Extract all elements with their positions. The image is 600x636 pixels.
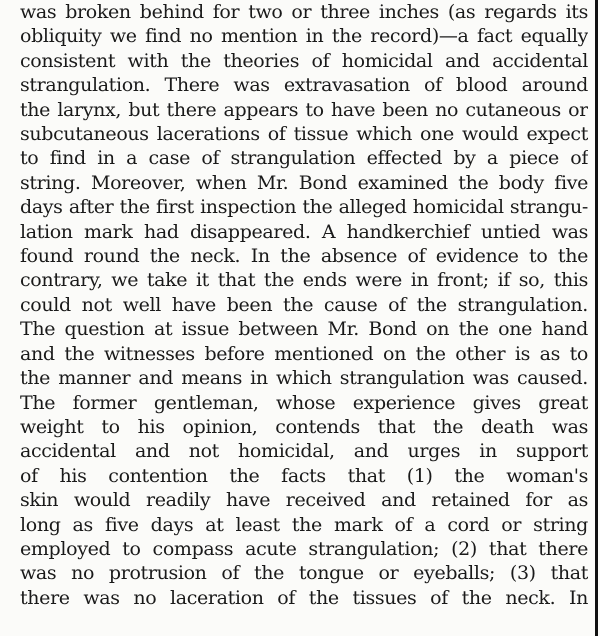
text-line: The question at issue between Mr. Bond on the one hand (20, 318, 588, 341)
text-line: and the witnesses before mentioned on the other is as to (20, 342, 588, 365)
text-line: obliquity we find no mention in the record)—a fact equally (20, 25, 588, 48)
text-line: was no protrusion of the tongue or eyeballs; (3) that (20, 562, 588, 585)
text-line: the larynx, but there appears to have been no cutaneous or (20, 98, 588, 121)
text-line: string. Moreover, when Mr. Bond examined the body five (20, 171, 588, 194)
text-line: accidental and not homicidal, and urges in support (20, 440, 588, 463)
page-edge-border (595, 0, 598, 636)
text-line: consistent with the theories of homicidal and accidental (20, 49, 588, 72)
text-line: employed to compass acute strangulation; (2) that there (20, 537, 588, 560)
text-line: contrary, we take it that the ends were in front; if so, this (20, 269, 588, 292)
text-line: there was no laceration of the tissues of the neck. In (20, 586, 588, 609)
text-line: to find in a case of strangulation effected by a piece of (20, 147, 588, 170)
text-line: long as five days at least the mark of a cord or string (20, 513, 588, 536)
text-line: days after the first inspection the alleged homicidal strangu- (20, 196, 588, 219)
text-line: The former gentleman, whose experience gives great (20, 391, 588, 414)
text-line: was broken behind for two or three inches (as regards its (20, 1, 588, 23)
text-line: found round the neck. In the absence of evidence to the (20, 245, 588, 268)
text-line: weight to his opinion, contends that the death was (20, 415, 588, 438)
text-line: subcutaneous lacerations of tissue which one would expect (20, 123, 588, 146)
text-line: skin would readily have received and retained for as (20, 489, 588, 512)
text-line: of his contention the facts that (1) the woman's (20, 464, 588, 487)
body-text (20, 0, 588, 610)
text-line: the manner and means in which strangulation was caused. (20, 367, 588, 390)
text-line: could not well have been the cause of the strangulation. (20, 293, 588, 316)
text-line: strangulation. There was extravasation of blood around (20, 74, 588, 97)
text-line: lation mark had disappeared. A handkerchief untied was (20, 220, 588, 243)
